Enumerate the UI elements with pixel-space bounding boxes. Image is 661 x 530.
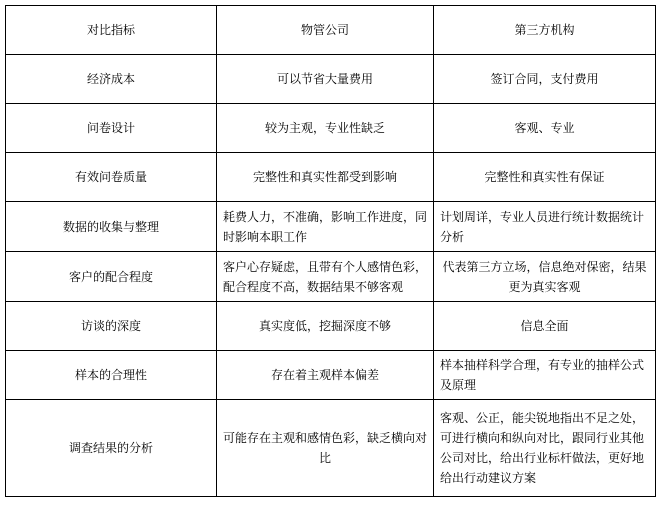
table-header-row	[6, 6, 656, 55]
table-row	[6, 302, 656, 351]
row-third-party-value: 计划周详，专业人员进行统计数据统计分析	[434, 202, 656, 252]
row-metric: 经济成本	[6, 55, 217, 104]
header-third-party: 第三方机构	[434, 6, 656, 55]
table-row	[6, 252, 656, 302]
row-third-party-value: 代表第三方立场，信息绝对保密，结果更为真实客观	[434, 252, 656, 302]
table-row	[6, 202, 656, 252]
row-property-value: 可以节省大量费用	[217, 55, 434, 104]
row-metric: 数据的收集与整理	[6, 202, 217, 252]
row-metric: 有效问卷质量	[6, 153, 217, 202]
row-metric: 客户的配合程度	[6, 252, 217, 302]
row-property-value: 可能存在主观和感情色彩，缺乏横向对比	[217, 400, 434, 497]
row-third-party-value: 签订合同，支付费用	[434, 55, 656, 104]
table-row	[6, 400, 656, 497]
row-metric: 问卷设计	[6, 104, 217, 153]
row-metric: 访谈的深度	[6, 302, 217, 351]
row-property-value: 耗费人力，不准确，影响工作进度，同时影响本职工作	[217, 202, 434, 252]
table-row	[6, 55, 656, 104]
header-property-company: 物管公司	[217, 6, 434, 55]
row-third-party-value: 完整性和真实性有保证	[434, 153, 656, 202]
header-metric: 对比指标	[6, 6, 217, 55]
row-metric: 样本的合理性	[6, 351, 217, 400]
row-property-value: 真实度低，挖掘深度不够	[217, 302, 434, 351]
row-third-party-value: 样本抽样科学合理，有专业的抽样公式及原理	[434, 351, 656, 400]
table-row	[6, 153, 656, 202]
row-third-party-value: 客观、公正，能尖锐地指出不足之处，可进行横向和纵向对比，跟同行业其他公司对比，给出行业标杆做法，更好地给出行动建议方案	[434, 400, 656, 497]
comparison-table	[5, 5, 656, 497]
row-third-party-value: 信息全面	[434, 302, 656, 351]
table-row	[6, 351, 656, 400]
row-third-party-value: 客观、专业	[434, 104, 656, 153]
row-metric: 调查结果的分析	[6, 400, 217, 497]
row-property-value: 较为主观，专业性缺乏	[217, 104, 434, 153]
table-row	[6, 104, 656, 153]
row-property-value: 完整性和真实性都受到影响	[217, 153, 434, 202]
row-property-value: 存在着主观样本偏差	[217, 351, 434, 400]
row-property-value: 客户心存疑虑，且带有个人感情色彩，配合程度不高，数据结果不够客观	[217, 252, 434, 302]
